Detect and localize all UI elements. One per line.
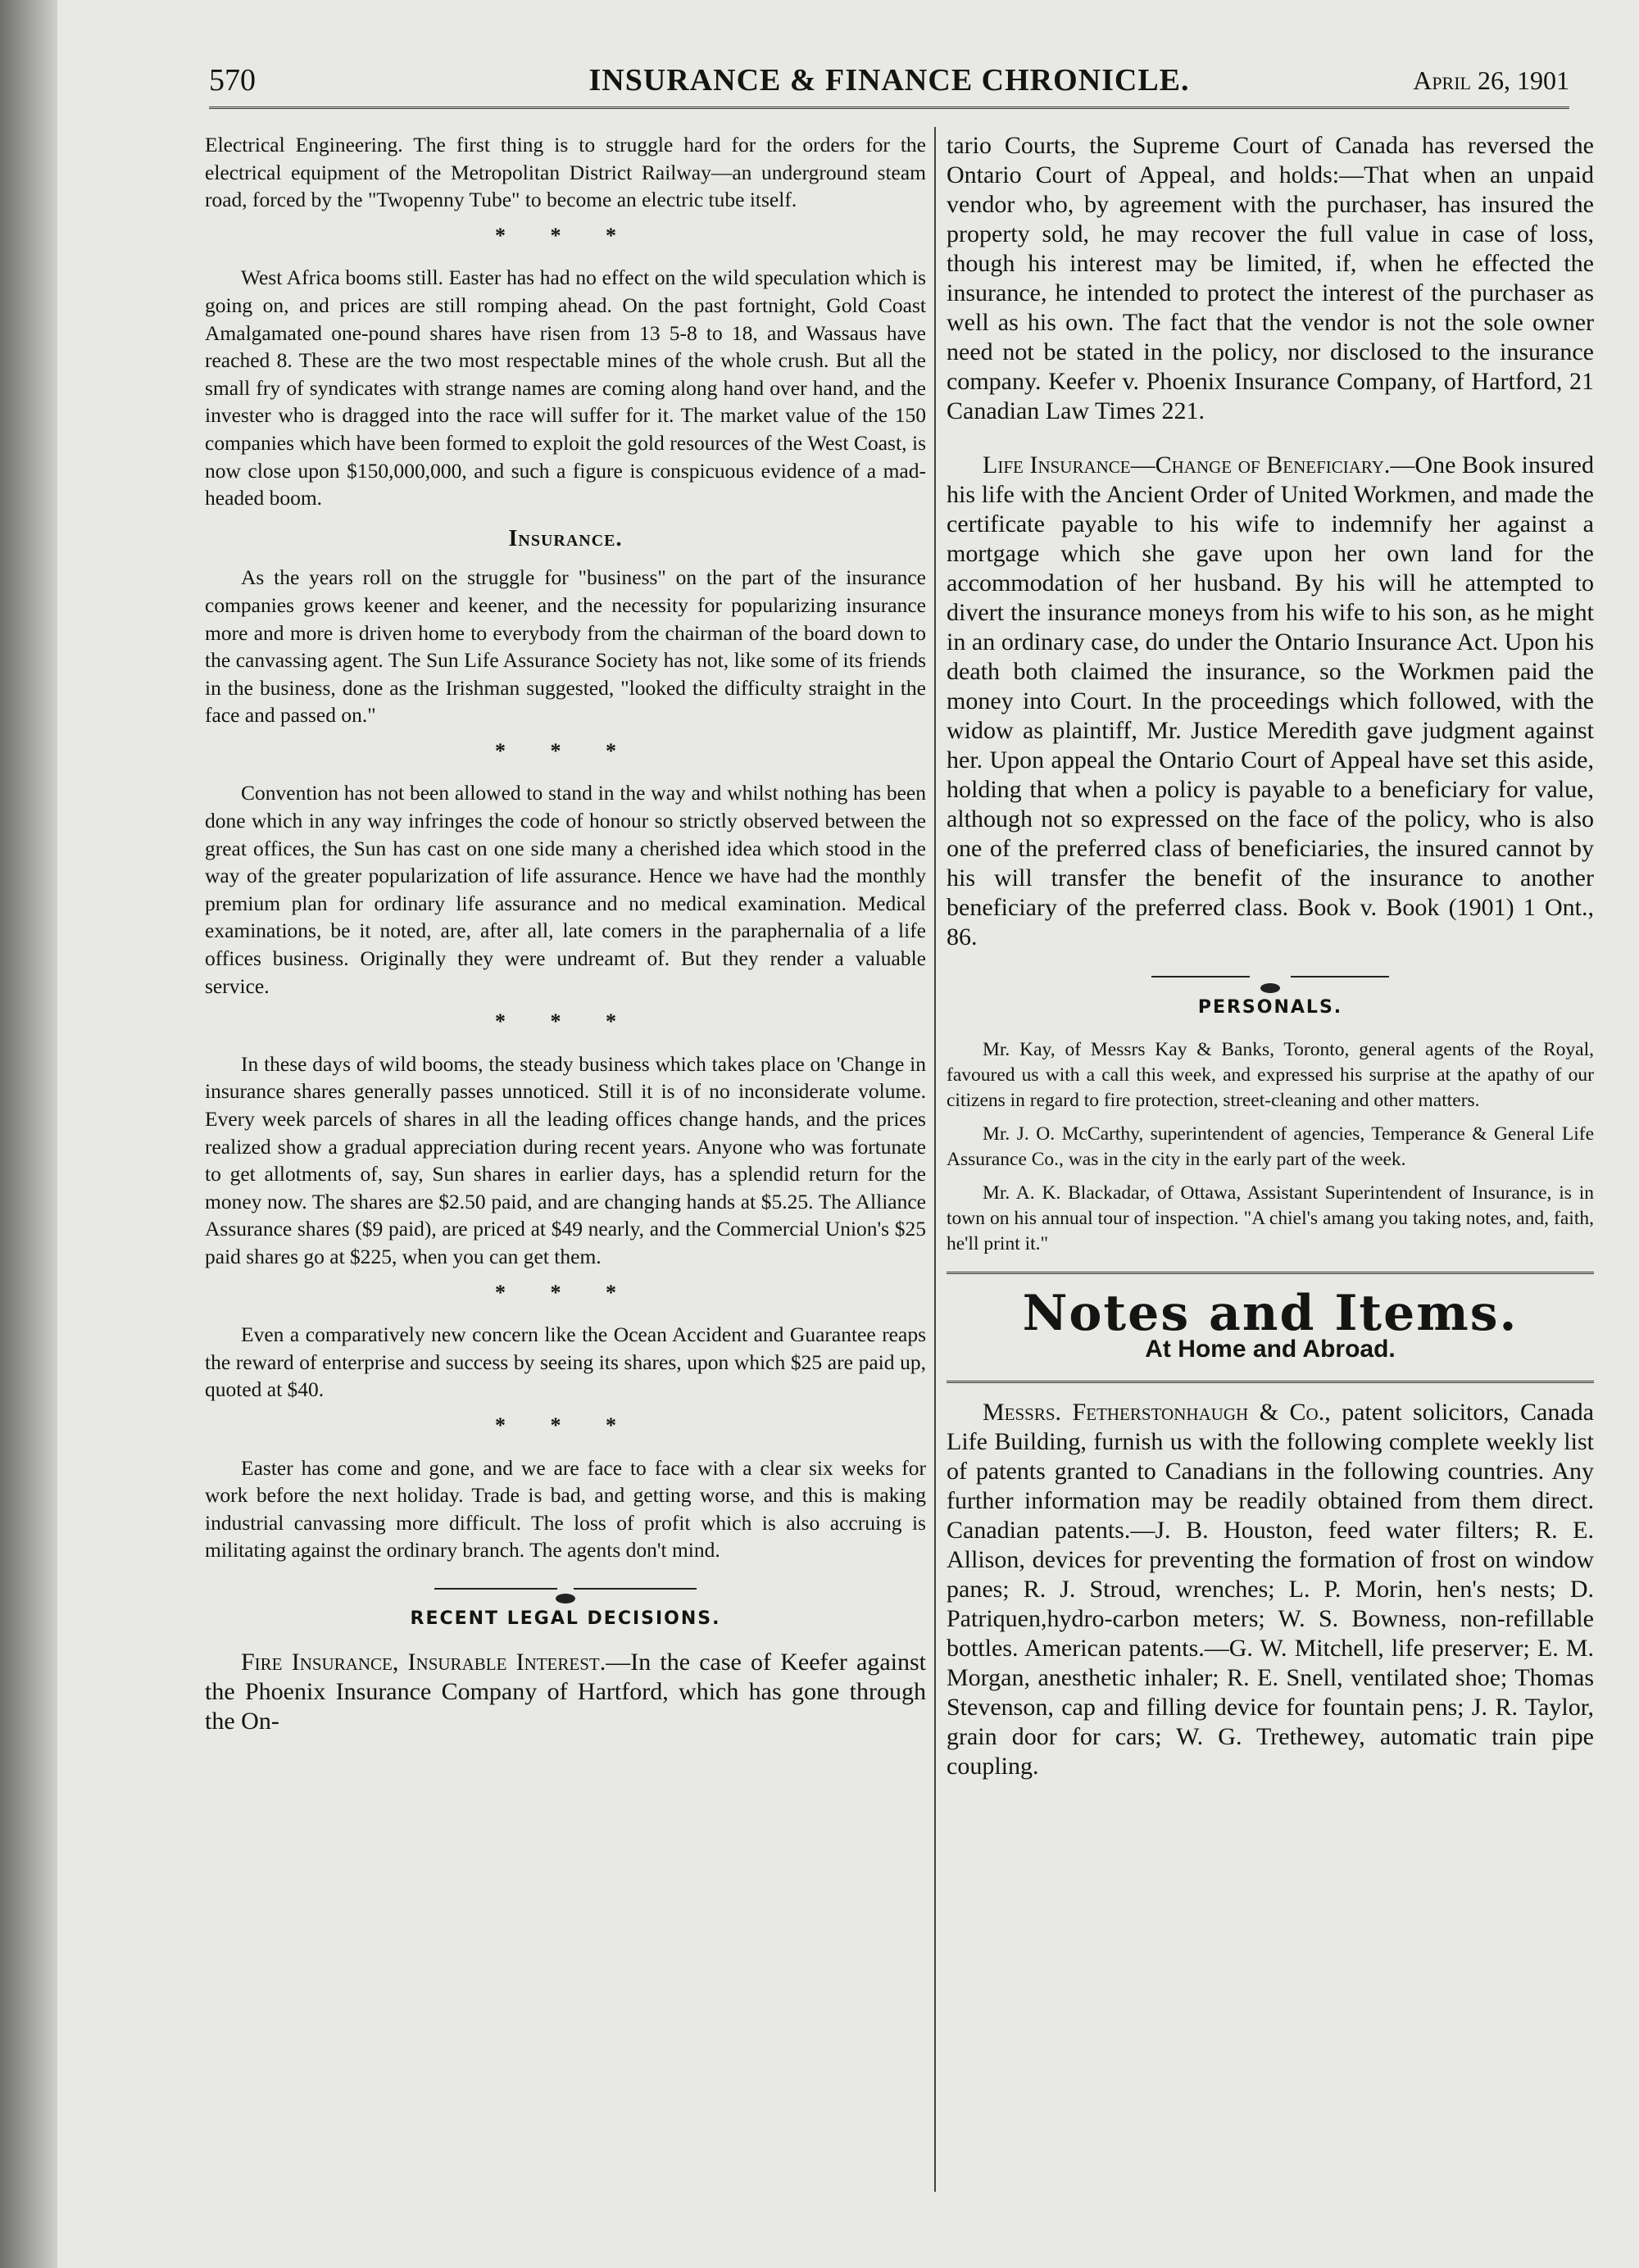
run-in-heading: Life Insurance—Change of Beneficiary.: [983, 451, 1391, 479]
right-column: [947, 131, 1594, 1789]
section-separator: * * *: [495, 223, 636, 247]
section-separator: * * *: [495, 1009, 636, 1034]
section-heading-notes: Notes and Items.: [1022, 1285, 1519, 1342]
run-in-heading: Fire Insurance, Insurable Interest.: [241, 1648, 606, 1676]
article-paragraph: [947, 451, 1594, 952]
horizontal-rule: [947, 1272, 1594, 1274]
section-heading-legal: RECENT LEGAL DECISIONS.: [410, 1608, 721, 1629]
article-paragraph: [947, 1398, 1594, 1781]
ornament-rule: [205, 1581, 926, 1597]
article-paragraph: [205, 1648, 926, 1736]
column-divider: [934, 127, 936, 2192]
paragraph-text: —In the case of Keefer against the Phoenix Insurance Company of Hartford, which has gone through the On-: [205, 1648, 926, 1735]
scan-binding-edge: [0, 0, 57, 2268]
article-paragraph: Convention has not been allowed to stand in the way and whilst nothing has been done which in any way infringes the code of honour so strictly observed between the great offices, the Sun has cast on one side many a cherished idea which stood in the way of the greater popularization of life assurance. Hence we have had the monthly premium plan for ordinary life assurance and no medical examination. Medical examinations, be it noted, are, after all, late comers in the paraphernalia of a life offices business. Originally they were undreamt of. But they render a valuable service.: [205, 781, 926, 998]
article-paragraph: Easter has come and gone, and we are face to face with a clear six weeks for work before the next holiday. Trade is bad, and getting worse, and this is making industrial canvassing more difficult. The loss of profit which is also accruing is militating against the ordinary branch. The agents don't mind.: [205, 1455, 926, 1563]
section-separator: * * *: [495, 1280, 636, 1304]
page-number: 570: [209, 63, 256, 98]
left-column: [205, 131, 926, 1744]
run-in-heading: Messrs. Fetherstonhaugh & Co.,: [983, 1399, 1331, 1426]
personal-item: Mr. Kay, of Messrs Kay & Banks, Toronto, general agents of the Royal, favoured us with a call this week, and expressed his surprise at the apathy of our citizens in regard to fire protection, street-cleaning and other matters.: [947, 1039, 1594, 1111]
personal-item: Mr. A. K. Blackadar, of Ottawa, Assistant Superintendent of Insurance, is in town on his annual tour of inspection. "A chiel's amang you taking notes, and, faith, he'll print it.": [947, 1182, 1594, 1254]
article-paragraph: tario Courts, the Supreme Court of Canada has reversed the Ontario Court of Appeal, and holds:—That when an unpaid vendor who, by agreement with the purchaser, has insured the property sold, he may recover the full value in case of loss, though his interest may be limited, if, when he effected the insurance, he intended to protect the interest of the purchaser as well as his own. The fact that the vendor is not the sole owner need not be stated in the policy, nor disclosed to the insurance company. Keefer v. Phoenix Insurance Company, of Hartford, 21 Canadian Law Times 221.: [947, 132, 1594, 424]
article-paragraph: Even a comparatively new concern like the Ocean Accident and Guarantee reaps the reward of enterprise and success by seeing its shares, upon which $25 are paid up, quoted at $40.: [205, 1322, 926, 1402]
paragraph-text: patent solicitors, Canada Life Building, furnish us with the following complete weekly list of patents granted to Canadians in the following countries. Any further information may be readily obtained from them direct. Canadian patents.—J. B. Houston, feed water filters; R. E. Allison, devices for preventing the formation of frost on window panes; R. J. Stroud, wrenches; L. P. Morin, hen's nests; D. Patriquen,hydro-carbon meters; W. S. Bowness, non-refillable bottles. American patents.—G. W. Mitchell, life preserver; E. M. Morgan, anesthetic inhaler; R. E. Snell, ventilated shoe; Thomas Stevenson, cap and filling device for fountain pens; J. R. Taylor, grain door for cars; W. G. Trethewey, automatic train pipe coupling.: [947, 1399, 1594, 1780]
publication-title: INSURANCE & FINANCE CHRONICLE.: [588, 63, 1190, 98]
section-separator: * * *: [495, 738, 636, 763]
article-paragraph: Electrical Engineering. The first thing is to struggle hard for the orders for the electrical equipment of the Metropolitan District Railway—an underground steam road, forced by the "Twopenny Tube" to become an electric tube itself.: [205, 133, 926, 212]
section-separator: * * *: [495, 1413, 636, 1437]
section-heading-insurance: Insurance.: [508, 525, 623, 551]
personal-item: Mr. J. O. McCarthy, superintendent of agencies, Temperance & General Life Assurance Co., was in the city in the early part of the week.: [947, 1123, 1594, 1170]
section-heading-personals: PERSONALS.: [1197, 997, 1343, 1018]
horizontal-rule: [947, 1381, 1594, 1383]
article-paragraph: West Africa booms still. Easter has had no effect on the wild speculation which is going on, and prices are still romping ahead. On the past fortnight, Gold Coast Amalgamated one-pound shares have risen from 13 5-8 to 18, and Wassaus have reached 8. These are the two most respectable mines of the whole crush. But all the small fry of syndicates with strange names are coming along hand over hand, and the invester who is dragged into the race will suffer for it. The market value of the 150 companies which have been formed to exploit the gold resources of the West Coast, is now close upon $150,000,000, and such a figure is conspicuous evidence of a mad-headed boom.: [205, 265, 926, 510]
article-paragraph: In these days of wild booms, the steady business which takes place on 'Change in insurance shares generally passes unnoticed. Still it is of no inconsiderate volume. Every week parcels of shares in all the leading offices change hands, and the prices realized show a gradual appreciation during recent years. Anyone who was fortunate to get allotments of, say, Sun shares in earlier days, has a splendid return for the money now. The shares are $2.50 paid, and are changing hands at $5.25. The Alliance Assurance shares ($9 paid), are priced at $49 nearly, and the Commercial Union's $25 paid shares go at $225, when you can get them.: [205, 1051, 926, 1268]
paragraph-text: —One Book insured his life with the Ancient Order of United Workmen, and made the certificate payable to his wife to indemnify her against a mortgage which she gave upon her own land for the accommodation of her husband. By his will he attempted to divert the insurance moneys from his wife to his son, as he might in an ordinary case, do under the Ontario Insurance Act. Upon his death both claimed the insurance, so the Workmen paid the money into Court. In the proceedings which followed, with the widow as plaintiff, Mr. Justice Meredith gave judgment against her. Upon appeal the Ontario Court of Appeal have set this aside, holding that when a policy is payable to a beneficiary for value, although not so expressed on the face of the policy, who is also one of the preferred class of beneficiaries, the insured cannot by his will transfer the benefit of the insurance to another beneficiary of the preferred class. Book v. Book (1901) 1 Ont., 86.: [947, 451, 1594, 950]
article-paragraph: As the years roll on the struggle for "business" on the part of the insurance companies grows keener and keener, and the necessity for popularizing insurance more and more is driven home to everybody from the chairman of the board down to the canvassing agent. The Sun Life Assurance Society has not, like some of its friends in the business, done as the Irishman suggested, "looked the difficulty straight in the face and passed on.": [205, 565, 926, 728]
page-header: [209, 57, 1569, 109]
section-subheading: At Home and Abroad.: [1145, 1336, 1396, 1363]
issue-date: April 26, 1901: [1413, 66, 1569, 95]
ornament-rule: [947, 968, 1594, 985]
